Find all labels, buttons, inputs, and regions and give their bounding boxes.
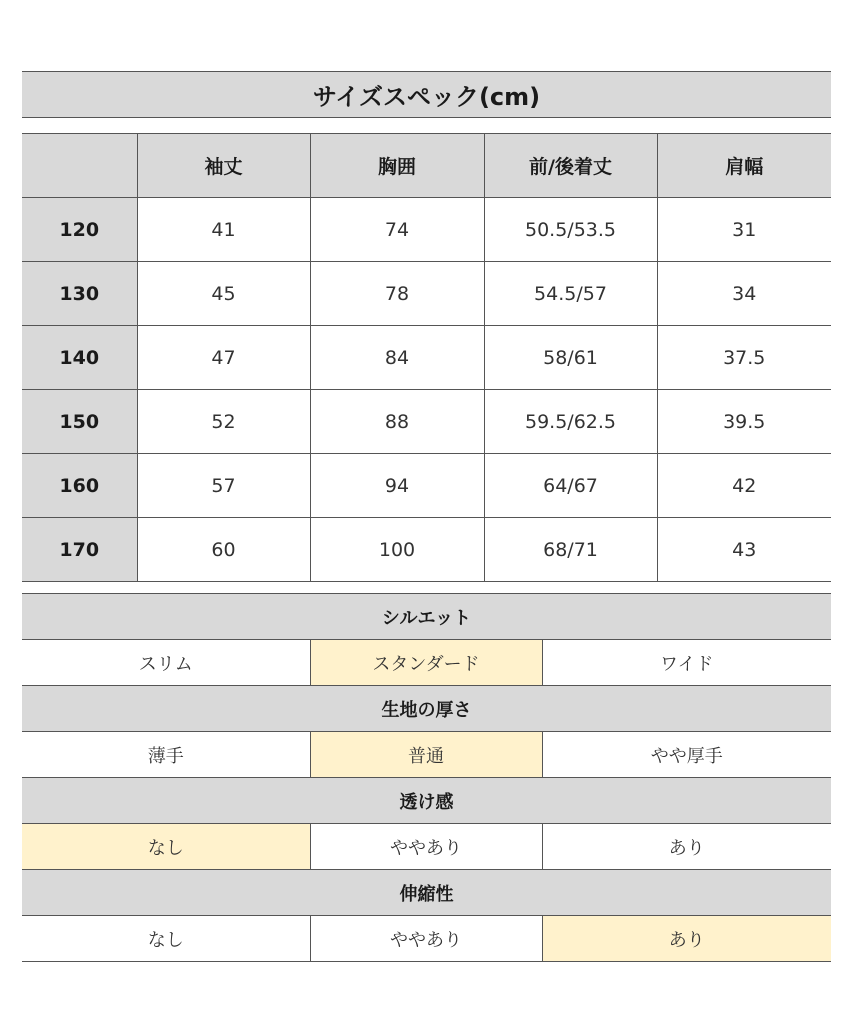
attribute-option: スリム	[22, 640, 310, 686]
attribute-category-row	[22, 594, 831, 640]
table-row	[22, 454, 831, 518]
attribute-category-fabric-thickness: 生地の厚さ	[22, 686, 831, 732]
size-label: 120	[22, 198, 137, 262]
table-cell: 47	[137, 326, 310, 390]
attribute-option: ややあり	[310, 824, 542, 870]
spec-header-sleeve-length: 袖丈	[137, 134, 310, 198]
table-cell: 74	[310, 198, 484, 262]
size-label: 140	[22, 326, 137, 390]
table-cell: 84	[310, 326, 484, 390]
attribute-option-selected: 普通	[310, 732, 542, 778]
attribute-category-row	[22, 686, 831, 732]
table-cell: 42	[657, 454, 831, 518]
attribute-options-row	[22, 916, 831, 962]
table-cell: 52	[137, 390, 310, 454]
table-cell: 43	[657, 518, 831, 582]
spec-header-shoulder-width: 肩幅	[657, 134, 831, 198]
size-label: 170	[22, 518, 137, 582]
table-cell: 100	[310, 518, 484, 582]
spec-header-corner	[22, 134, 137, 198]
table-row	[22, 262, 831, 326]
size-label: 130	[22, 262, 137, 326]
size-label: 160	[22, 454, 137, 518]
table-row	[22, 198, 831, 262]
size-label: 150	[22, 390, 137, 454]
spec-header-chest: 胸囲	[310, 134, 484, 198]
table-cell: 50.5/53.5	[484, 198, 657, 262]
table-cell: 39.5	[657, 390, 831, 454]
table-cell: 41	[137, 198, 310, 262]
table-row	[22, 390, 831, 454]
table-row	[22, 326, 831, 390]
attribute-option: あり	[542, 824, 831, 870]
spec-header-body-length: 前/後着丈	[484, 134, 657, 198]
table-cell: 54.5/57	[484, 262, 657, 326]
attribute-category-row	[22, 778, 831, 824]
table-cell: 78	[310, 262, 484, 326]
table-cell: 37.5	[657, 326, 831, 390]
table-cell: 45	[137, 262, 310, 326]
page-title	[22, 71, 831, 118]
attribute-option-selected: あり	[542, 916, 831, 962]
table-cell: 31	[657, 198, 831, 262]
table-cell: 59.5/62.5	[484, 390, 657, 454]
attribute-category-stretch: 伸縮性	[22, 870, 831, 916]
attribute-option: やや厚手	[542, 732, 831, 778]
attribute-option-selected: スタンダード	[310, 640, 542, 686]
table-cell: 88	[310, 390, 484, 454]
attribute-category-sheerness: 透け感	[22, 778, 831, 824]
table-cell: 68/71	[484, 518, 657, 582]
table-cell: 34	[657, 262, 831, 326]
spec-header-row	[22, 134, 831, 198]
attribute-option: ややあり	[310, 916, 542, 962]
table-cell: 60	[137, 518, 310, 582]
table-cell: 94	[310, 454, 484, 518]
attribute-category-silhouette: シルエット	[22, 594, 831, 640]
fabric-attributes-table	[22, 593, 831, 962]
attribute-option: ワイド	[542, 640, 831, 686]
page-title-text: サイズスペック(cm)	[312, 83, 541, 111]
table-cell: 58/61	[484, 326, 657, 390]
attribute-category-row	[22, 870, 831, 916]
attribute-option-selected: なし	[22, 824, 310, 870]
attribute-options-row	[22, 732, 831, 778]
attribute-options-row	[22, 640, 831, 686]
table-row	[22, 518, 831, 582]
size-spec-table	[22, 133, 831, 582]
attribute-options-row	[22, 824, 831, 870]
attribute-option: 薄手	[22, 732, 310, 778]
attribute-option: なし	[22, 916, 310, 962]
table-cell: 57	[137, 454, 310, 518]
table-cell: 64/67	[484, 454, 657, 518]
